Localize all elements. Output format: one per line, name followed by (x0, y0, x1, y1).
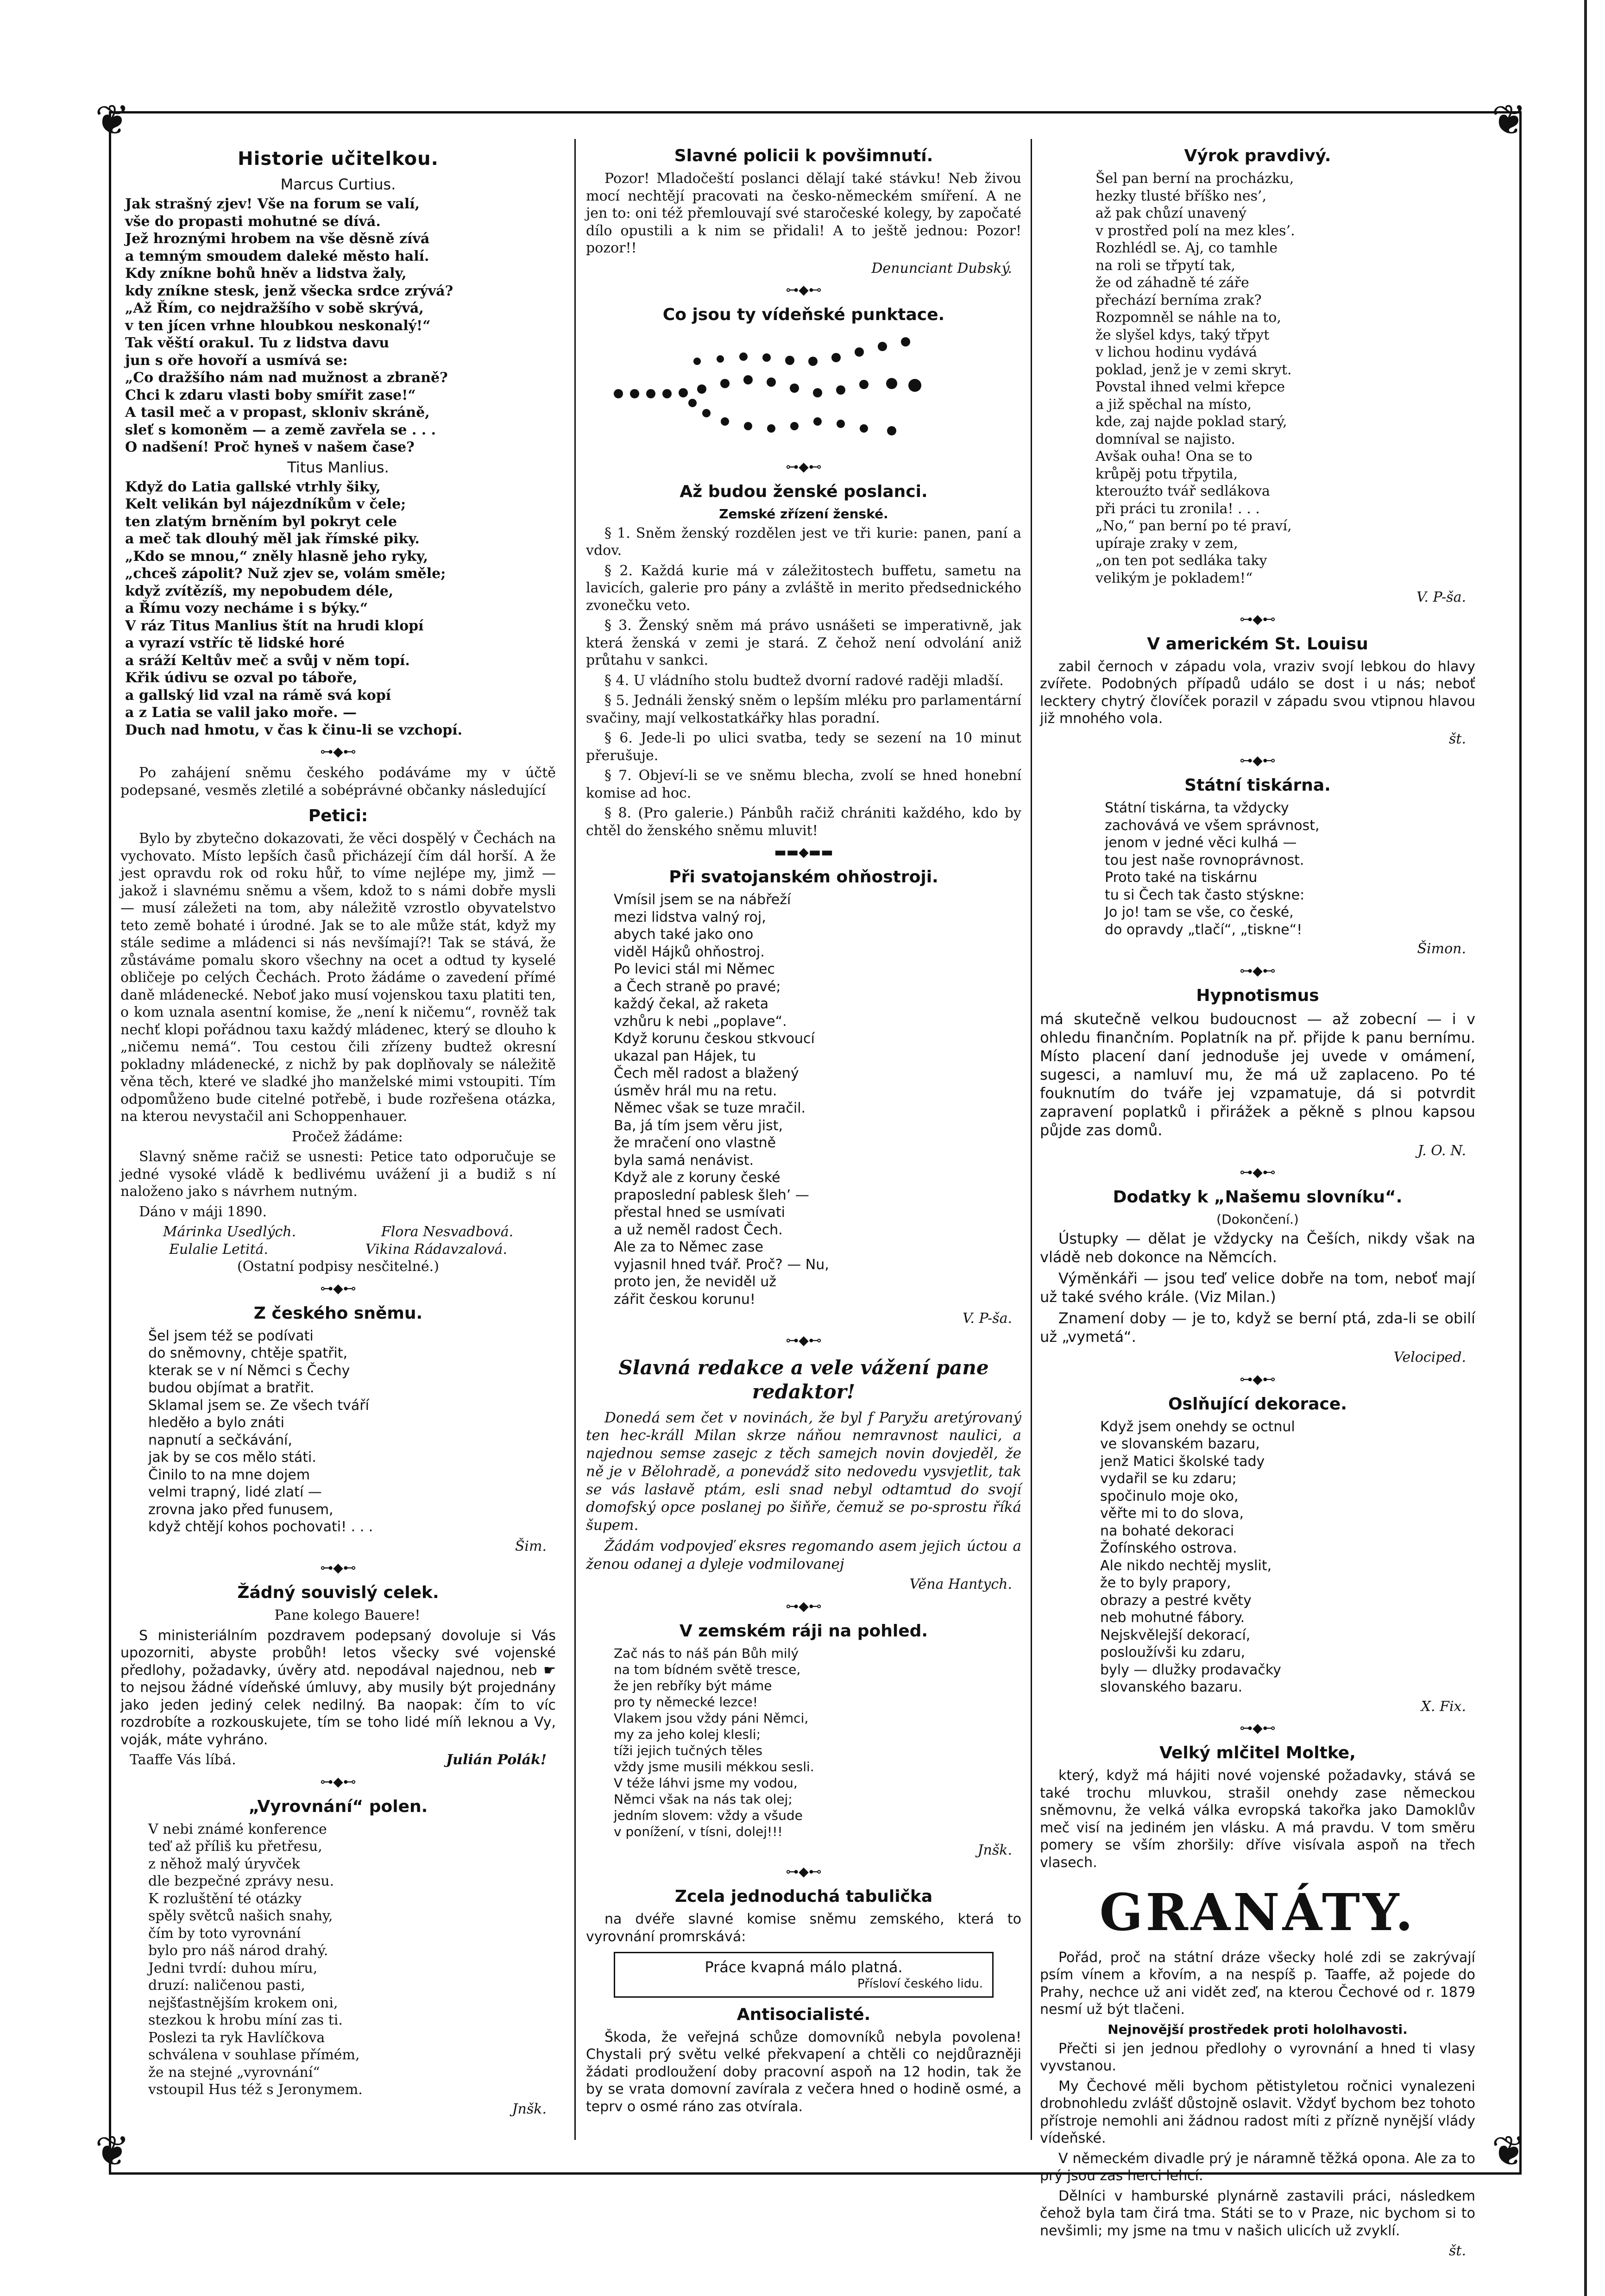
article-paragraph: Žádám vodpovjeď eksres regomando asem jejich úctou a ženou odanej a dyleje vodmilovanej (586, 1537, 1021, 1573)
article-signature: Šimon. (1417, 941, 1466, 957)
poem-text: V nebi známé konference teď až příliš ku přetřesu, z něhož malý úryvček dle bezpečné zprávy nesu. K rozluštění té otázky spěly světců našich snahy, čím by toto vyrovnání bylo pro náš národ drahý. Jedni tvrdí: duhou míru, druzí: naličenou pasti, nejšťastnějším krokem oni, stezkou k hrobu míní zas ti. Poslezi ta ryk Havlíčkova schválena v souhlase přímém, že na stejné „vyrovnání“ vstoupil Hus též s Jeronymem. (148, 1821, 363, 2098)
poem-text: Šel jsem též se podívati do sněmovny, chtěje spatřit, kterak se v ní Němci s Čechy budou objímat a bratřit. Sklamal jsem se. Ze všech tváří hleděło a bylo znáti napnutí a sečkávání, jak by se cos mělo státi. Činilo to na mne dojem velmi trapný, lidé zlatí — zrovna jako před funusem, když chtějí kohos pochovati! . . . (148, 1327, 373, 1535)
article-paragraph: § 5. Jednáli ženský sněm o lepším mléku pro parlamentární svačiny, mají velkostatkářky hlas poradní. (586, 692, 1021, 726)
column-right (1040, 139, 1475, 2264)
poem-text: Zač nás to náš pán Bůh milý na tom bídném světě tresce, že jen rebříky být máme pro ty německé lezce! Vlakem jsou vždy páni Němci, my za jeho kolej klesli; tíži jejich tučných těles vždy jsme musili mékkou sesli. V téže láhvi jsme my vodou, Němci však na nás tak olej; jedním slovem: vždy a všude v ponížení, v tísni, dolej!!! (614, 1645, 814, 1839)
column-left (120, 139, 556, 2121)
article-signature: J. O. N. (1417, 1142, 1466, 1159)
corner-ornament-icon: ❦ (95, 2127, 130, 2176)
date-line: Dáno v máji 1890. (139, 1203, 267, 1220)
article-paragraph: Pozor! Mladočeští poslanci dělají také stávku! Neb živou mocí nechtějí pracovati na česko-německém smíření. A ne jen to: oni též přemlouvají své staročeské kolegy, by započaté dílo opustili a k nim se přidali! A to ještě jednou: Pozor! pozor!! (586, 170, 1021, 256)
article-paragraph: Po zahájení sněmu českého podáváme my v účtě podepsané, vesměs zletilé a sobéprávné občanky následující (120, 765, 556, 799)
poem-text: Šel pan berní na procházku, hezky tlusté bříško nes’, až pak chůzí unavený v prostřed polí na mez kles’. Rozhlédl se. Aj, co tamhle na roli se třpytí tak, že od záhadně té záře přechází berníma zrak? Rozpomněl se náhle na to, že slyšel kdys, taký třpyt v lichou hodinu vydává poklad, jenž je v zemi skryt. Povstal ihned velmi křepce a již spěchal na místo, kde, zaj najde poklad starý, domníval se najisto. Avšak ouha! Ona se to krůpěj potu třpytila, kterouźto tvář sedlákova při práci tu zronila! . . . „No,“ pan berní po té praví, upíraje zraky v zem, „on ten pot sedláka taky velikým je pokladem!“ (1095, 170, 1295, 586)
corner-ornament-icon: ❦ (95, 96, 130, 145)
section-heading: GRANÁTY. (1099, 1882, 1416, 1942)
article-title: Co jsou ty vídeňské punktace. (662, 305, 945, 324)
separator-ornament: ⊶◆⊷ (786, 1332, 822, 1348)
article-title: V americkém St. Louisu (1147, 634, 1368, 654)
article-paragraph: § 3. Ženský sněm má právo usnášeti se imperativně, jak která ženská v zemi je stará. Z čehož není odvolání aniž průtahu v sankci. (586, 617, 1021, 668)
article-title: Slavná redakce a vele vážení pane redaktor! (618, 1356, 989, 1403)
separator-ornament: ⊶◆⊷ (320, 1280, 356, 1296)
article-title: Slavné policii k povšimnutí. (674, 146, 933, 165)
article-paragraph: S ministeriálním pozdravem podepsaný dovoluje si Vás upozorniti, abyste probůh! letos všecky své vojenské předlohy, požadavky, úvěry atd. nepodával najednou, neb ☛ to nejsou žádné vídeňské úmluvy, aby musily být projednány jako jeden jediný celek nedilný. Ba naopak: čím to víc rozdrobíte a rozkouskujete, tím se toho lidé míň leknou a Vy, voják, máte vyhráno. (120, 1627, 556, 1748)
poem-text: Jak strašný zjev! Vše na forum se valí, vše do propasti mohutné se dívá. Jež hroznými hrobem na vše děsně zívá a temným smoudem daleké město halí. Kdy zníkne bohů hněv a lidstva žaly, kdy zníkne stesk, jenž všecka srdce zrývá? „Až Řím, co nejdražšího v sobě skrývá, v ten jícen vrhne hloubkou neskonalý!“ Tak věští orakul. Tu z lidstva davu jun s oře hovoří a usmívá se: „Co dražšího nám nad mužnost a zbraně? Chci k zdaru vlasti boby smířit zase!“ A tasil meč a v propast, skloniv skráně, sleť s komoněm — a země zavřela se . . . O nadšení! Proč hyneš v našem čase? (125, 196, 453, 455)
article-signature: št. (1449, 2243, 1466, 2259)
proverb-text: Práce kvapná málo platná. (705, 1958, 903, 1976)
article-paragraph: § 2. Každá kurie má v záležitostech buffetu, sametu na lavicích, galerie pro pány a zvláště in merito předsednického zvonečku veto. (586, 562, 1021, 614)
article-title: Hypnotismus (1196, 986, 1319, 1005)
article-signature: X. Fix. (1421, 1698, 1466, 1715)
article-signature: Šim. (515, 1538, 547, 1554)
signature-row (120, 1223, 556, 1241)
article-title: Z českého sněmu. (253, 1303, 423, 1323)
separator-ornament: ⊶◆⊷ (1240, 1164, 1276, 1180)
article-paragraph: Znamení doby — je to, když se berní ptá, zda-li se obilí už „vymetá“. (1040, 1309, 1475, 1346)
article-signature: Jnšk. (512, 2101, 547, 2117)
article-title: Až budou ženské poslanci. (680, 482, 928, 501)
article-title: V zemském ráji na pohled. (679, 1621, 928, 1641)
article-subtitle: (Dokončení.) (1216, 1212, 1299, 1227)
signature: Eulalie Letitá. (169, 1241, 268, 1258)
poem-text: Státní tiskárna, ta vždycky zachovává ve všem správnost, jenom v jedné věci kulhá — tou jest naše rovnoprávnost. Proto také na tiskárnu tu si Čech tak často stýskne: Jo jo! tam se vše, co české, do opravdy „tlačí“, „tiskne“! (1105, 800, 1320, 938)
article-paragraph: § 4. U vládního stolu budtež dvorní radové raději mladší. (604, 672, 1004, 689)
separator-ornament: ⊶◆⊷ (1240, 962, 1276, 978)
article-title: Oslňující dekorace. (1168, 1394, 1347, 1414)
separator-ornament: ▬▬◆▬▬ (774, 844, 833, 860)
article-title: „Vyrovnání“ polen. (248, 1797, 428, 1816)
proverb-box (614, 1952, 994, 1998)
separator-ornament: ⊶◆⊷ (786, 1864, 822, 1880)
poem-text: Když do Latia gallské vtrhly šiky, Kelt velikán byl nájezdníkům v čele; ten zlatým brněním byl pokryt cele a meč tak dlouhý měl jak římské piky. „Kdo se mnou,“ zněly hlasně jeho ryky, „chceš zápolit? Nuž zjev se, volám směle; když zvítězíš, my nepobudem déle, a Římu vozy necháme i s býky.“ V ráz Titus Manlius štít na hrudi klopí a vyrazí vstříc tě lidské horé a sráží Keltův meč a svůj v něm topí. Křik údivu se ozval po táboře, a gallský lid vzal na rámě svá kopí a z Latia se valil jako moře. — Duch nad hmotu, v čas k činu-li se vzchopí. (125, 478, 463, 738)
signature: Flora Nesvadbová. (381, 1224, 514, 1240)
article-paragraph: který, když má hájiti nové vojenské požadavky, stává se také trochu mluvkou, strašil onehdy zase německou sněmovnu, že velká válka evropská takořka jako Damoklův meč visí na jediném jen vlásku. A má pravdu. V tom směru pomery se vším zhoršily: dříve visívala aspoň na třech vlasech. (1040, 1768, 1475, 1871)
article-signature: Jnšk. (977, 1842, 1012, 1858)
article-subtitle: Nejnovější prostředek proti hololhavosti. (1108, 2021, 1408, 2037)
column-divider (574, 139, 576, 2140)
poem-text: Když jsem onehdy se octnul ve slovanském bazaru, jenž Matici školské tady vydařil se ku zdaru; spočinulo moje oko, věřte mi to do slova, na bohaté dekoraci Žofínského ostrova. Ale nikdo nechtěj myslit, že to byly prapory, obrazy a pestré květy neb mohutné fábory. Nejskvělejší dekorací, posloužívši ku zdaru, byly — dlužky prodavačky slovanského bazaru. (1100, 1418, 1295, 1695)
article-title: Antisocialisté. (736, 2005, 871, 2024)
article-signature: V. P-ša. (1416, 589, 1466, 605)
signature-note: (Ostatní podpisy nesčitelné.) (237, 1258, 439, 1275)
poem-subtitle: Titus Manlius. (287, 458, 389, 476)
article-paragraph: Pročež žádáme: (292, 1128, 403, 1145)
article-paragraph: Škoda, že veřejná schůze domovníků nebyla povolena! Chystali prý světu velké překvapení a chtěli co nejdůrazněji žádati prodloužení doby pracovní aspoň na 12 hodin, tak že by se vrata domovní zavírala z večera hned o hodině osmé, a teprv o osmé ráno zas otvírala. (586, 2029, 1021, 2115)
article-title: Dodatky k „Našemu slovníku“. (1113, 1188, 1403, 1207)
article-title: Státní tiskárna. (1184, 776, 1331, 795)
article-signature: Věna Hantych. (909, 1576, 1012, 1593)
separator-ornament: ⊶◆⊷ (320, 1560, 356, 1575)
separator-ornament: ⊶◆⊷ (786, 282, 822, 297)
article-paragraph: § 8. (Pro galerie.) Pánbůh račiž chrániti každého, kdo by chtěl do ženského sněmu mluvit! (586, 805, 1021, 839)
article-title: Výrok pravdivý. (1184, 146, 1331, 165)
article-paragraph: V německém divadle prý je náramně těžká opona. Ale za to prý jsou zas herci lehcí. (1040, 2150, 1475, 2184)
separator-ornament: ⊶◆⊷ (1240, 611, 1276, 627)
article-paragraph: Ústupky — dělat je vždycky na Češích, nikdy však na vládě neb dokonce na Němcích. (1040, 1230, 1475, 1266)
article-title: Zcela jednoduchá tabulička (674, 1887, 933, 1906)
poem-text: Vmísil jsem se na nábřeží mezi lidstva valný roj, abych také jako ono viděl Hájků ohňostroj. Po levici stál mi Němec a Čech straně po pravé; každý čekal, až raketa vzhůru k nebi „poplave“. Když korunu českou stkvoucí ukazal pan Hájek, tu Čech měl radost a blažený úsměv hrál mu na retu. Němec však se tuze mračil. Ba, já tím jsem věru jist, že mračení ono vlastně byla samá nenávist. Když ale z koruny české praposlední pablesk šleh’ — přestal hned se usmívati a už neměl radost Čech. Ale za to Němec zase vyjasnil hned tvář. Proč? — Nu, proto jen, že neviděl už zářit českou korunu! (614, 892, 829, 1308)
signature-row (120, 1241, 556, 1258)
page-edge-rule (1584, 0, 1587, 2296)
separator-ornament: ⊶◆⊷ (1240, 1371, 1276, 1387)
poem-subtitle: Marcus Curtius. (280, 176, 396, 193)
article-paragraph: Pane kolego Bauere! (274, 1607, 421, 1623)
article-paragraph: Přečti si jen jednou předlohy o vyrovnání a hned ti vlasy vyvstanou. (1040, 2040, 1475, 2074)
article-paragraph: Donedá sem čet v novinách, že byl f Paryžu aretýrovaný ten hec-králl Milan skrze náňou nemravnost nauliсi, a najednou semse zasejc z těch samejch novin dovjeděl, že ně je v Bělohradě, a ponevádž sito nedovedu vysvjetlit, tak se vás lasłavě ptám, esli snad nebyl odtamtud do svojí domofský opce poslanej po šiňře, čemuž se po-sprostu říká šupem. (586, 1409, 1021, 1534)
article-paragraph: Slavný sněme račiž se usnesti: Petice tato odporučuje se jedné vysoké vládě k bedlivému uvážení ji a budiž s ní naloženo jako s návrhem nutným. (120, 1149, 556, 1200)
article-title: Při svatojanském ohňostroji. (669, 868, 938, 887)
article-signature: Denunciant Dubský. (871, 260, 1012, 277)
column-middle (586, 139, 1021, 2118)
article-title: Žádný souvislý celek. (237, 1583, 439, 1602)
separator-ornament: ⊶◆⊷ (320, 744, 356, 759)
article-signature: št. (1449, 730, 1466, 747)
separator-ornament: ⊶◆⊷ (1240, 1720, 1276, 1736)
article-signature: Velociped. (1393, 1349, 1466, 1365)
article-paragraph: My Čechové měli bychom pětistyletou ročnici vynalezeni drobnohledu zvlášť důstojně oslavit. Vždyť bychom bez tohoto přístroje nemohli ani žádnou radost míti z přízně nynější vlády vídeňské. (1040, 2078, 1475, 2146)
article-subtitle: Zemské zřízení ženské. (719, 506, 888, 522)
article-paragraph: § 6. Jede-li po ulici svatba, tedy se sezení na 10 minut přerušuje. (586, 730, 1021, 764)
closing-row (120, 1751, 556, 1769)
proverb-source: Přísloví českého lidu. (857, 1977, 983, 1991)
article-signature: Julián Polák! (446, 1752, 547, 1768)
signature: Vikina Rádavzalová. (365, 1241, 508, 1258)
article-paragraph: § 7. Objeví-li se ve sněmu blecha, zvolí se hned honební komise ad hoc. (586, 767, 1021, 801)
article-paragraph: na dvéře slavné komise sněmu zemského, která to vyrovnání promrskává: (586, 1911, 1021, 1945)
separator-ornament: ⊶◆⊷ (786, 1598, 822, 1614)
article-signature: V. P-ša. (963, 1310, 1012, 1327)
article-title: Velký mlčitel Moltke, (1159, 1743, 1356, 1762)
corner-ornament-icon: ❦ (1492, 96, 1527, 145)
corner-ornament-icon: ❦ (1492, 2127, 1527, 2176)
separator-ornament: ⊶◆⊷ (320, 1774, 356, 1789)
letter-body (586, 1409, 1021, 1573)
article-paragraph: § 1. Sněm ženský rozdělen jest ve tři kurie: panen, paní a vdov. (586, 525, 1021, 559)
article-paragraph: má skutečně velkou budoucnost — až zobecní — i v ohledu finančním. Poplatník na př. přijde k panu bernímu. Místo placení daní jednoduše jej uvede v omámení, sugesci, a namluví mu, že má už zaplaceno. Po té fouknutím do tváře jej vzpamatuje, dá si potvrdit zapravení poplatků i přirážek a pěkně s plnou kapsou půjde zas domů. (1040, 1010, 1475, 1139)
punctuation-dots-illustration (614, 333, 994, 445)
article-paragraph: Bylo by zbytečno dokazovati, že věci dospělý v Čechách na vychovato. Místo lepších časů přicházejí čím dál horší. A že jest opravdu rok od roku hůř, to víme nejlépe my, jimž — jakož i slavnému sněmu a všem, kdož to s námi dobře mysli — musí záležeti na tom, aby náležitě vzrostlo obyvatelstvo teto země bohaté i úrodné. Jak se to ale může stát, když my stále sedime a mládenci si nás nevšímají?! Tak se stává, že zůstáváme pomalu skoro všechny na ocet a odtud ty kyselé obličeje po celých Čechách. Proto žádáme o zavedení přímé daně mládenecké. Neboť jako musí vojenskou taxu platiti ten, o kom uznala asentní komise, že „není k ničemu“, rovněž tak nechť klopi pořádnou taxu každý mládenec, který se dlouho k „ničemu nemá“. Tou cestou čili zřízeny budtež okresní pokladny mládenecké, z nichž by pak doplňovaly se náležitě věna těch, které ve sladké jho manželské mimi vstoupiti. Tím odpomůženo bude citelné potřebě, i bude rozřešena otázka, na kterou nevystačil ani Schoppenhauer. (120, 830, 556, 1125)
signature: Márinka Usedlých. (163, 1224, 296, 1240)
article-title: Petici: (308, 806, 368, 825)
article-paragraph: Dělníci v hamburské plynárně zastavili práci, následkem čehož byla tam čirá tma. Státi se to v Praze, nic bychom si to nevšimli; my jsme na tmu v našich ulicích už zvyklí. (1040, 2188, 1475, 2239)
separator-ornament: ⊶◆⊷ (1240, 753, 1276, 768)
separator-ornament: ⊶◆⊷ (786, 459, 822, 474)
column-divider (1031, 139, 1032, 2140)
article-paragraph: zabil černoch v západu vola, vraziv svojí lebkou do hlavy zvířete. Podobných případů událo se dost i u nás; neboť lecktery chytrý človíček porazil v západu svou vtipnou hlavou již mnohého vola. (1040, 658, 1475, 727)
article-paragraph: Pořád, proč na státní dráze všecky holé zdi se zakrývají psím vínem a křovím, a na nespíš p. Taaffe, až pojede do Prahy, nechce už ani vidět zeď, na kterou Čechové od r. 1879 nesmí už být tlačeni. (1040, 1949, 1475, 2018)
article-paragraph: Výměnkáři — jsou teď velice dobře na tom, neboť mají už také svého krále. (Viz Milan.) (1040, 1270, 1475, 1306)
article-title: Historie učitelkou. (238, 148, 439, 170)
closing-text: Taaffe Vás líbá. (130, 1752, 236, 1768)
